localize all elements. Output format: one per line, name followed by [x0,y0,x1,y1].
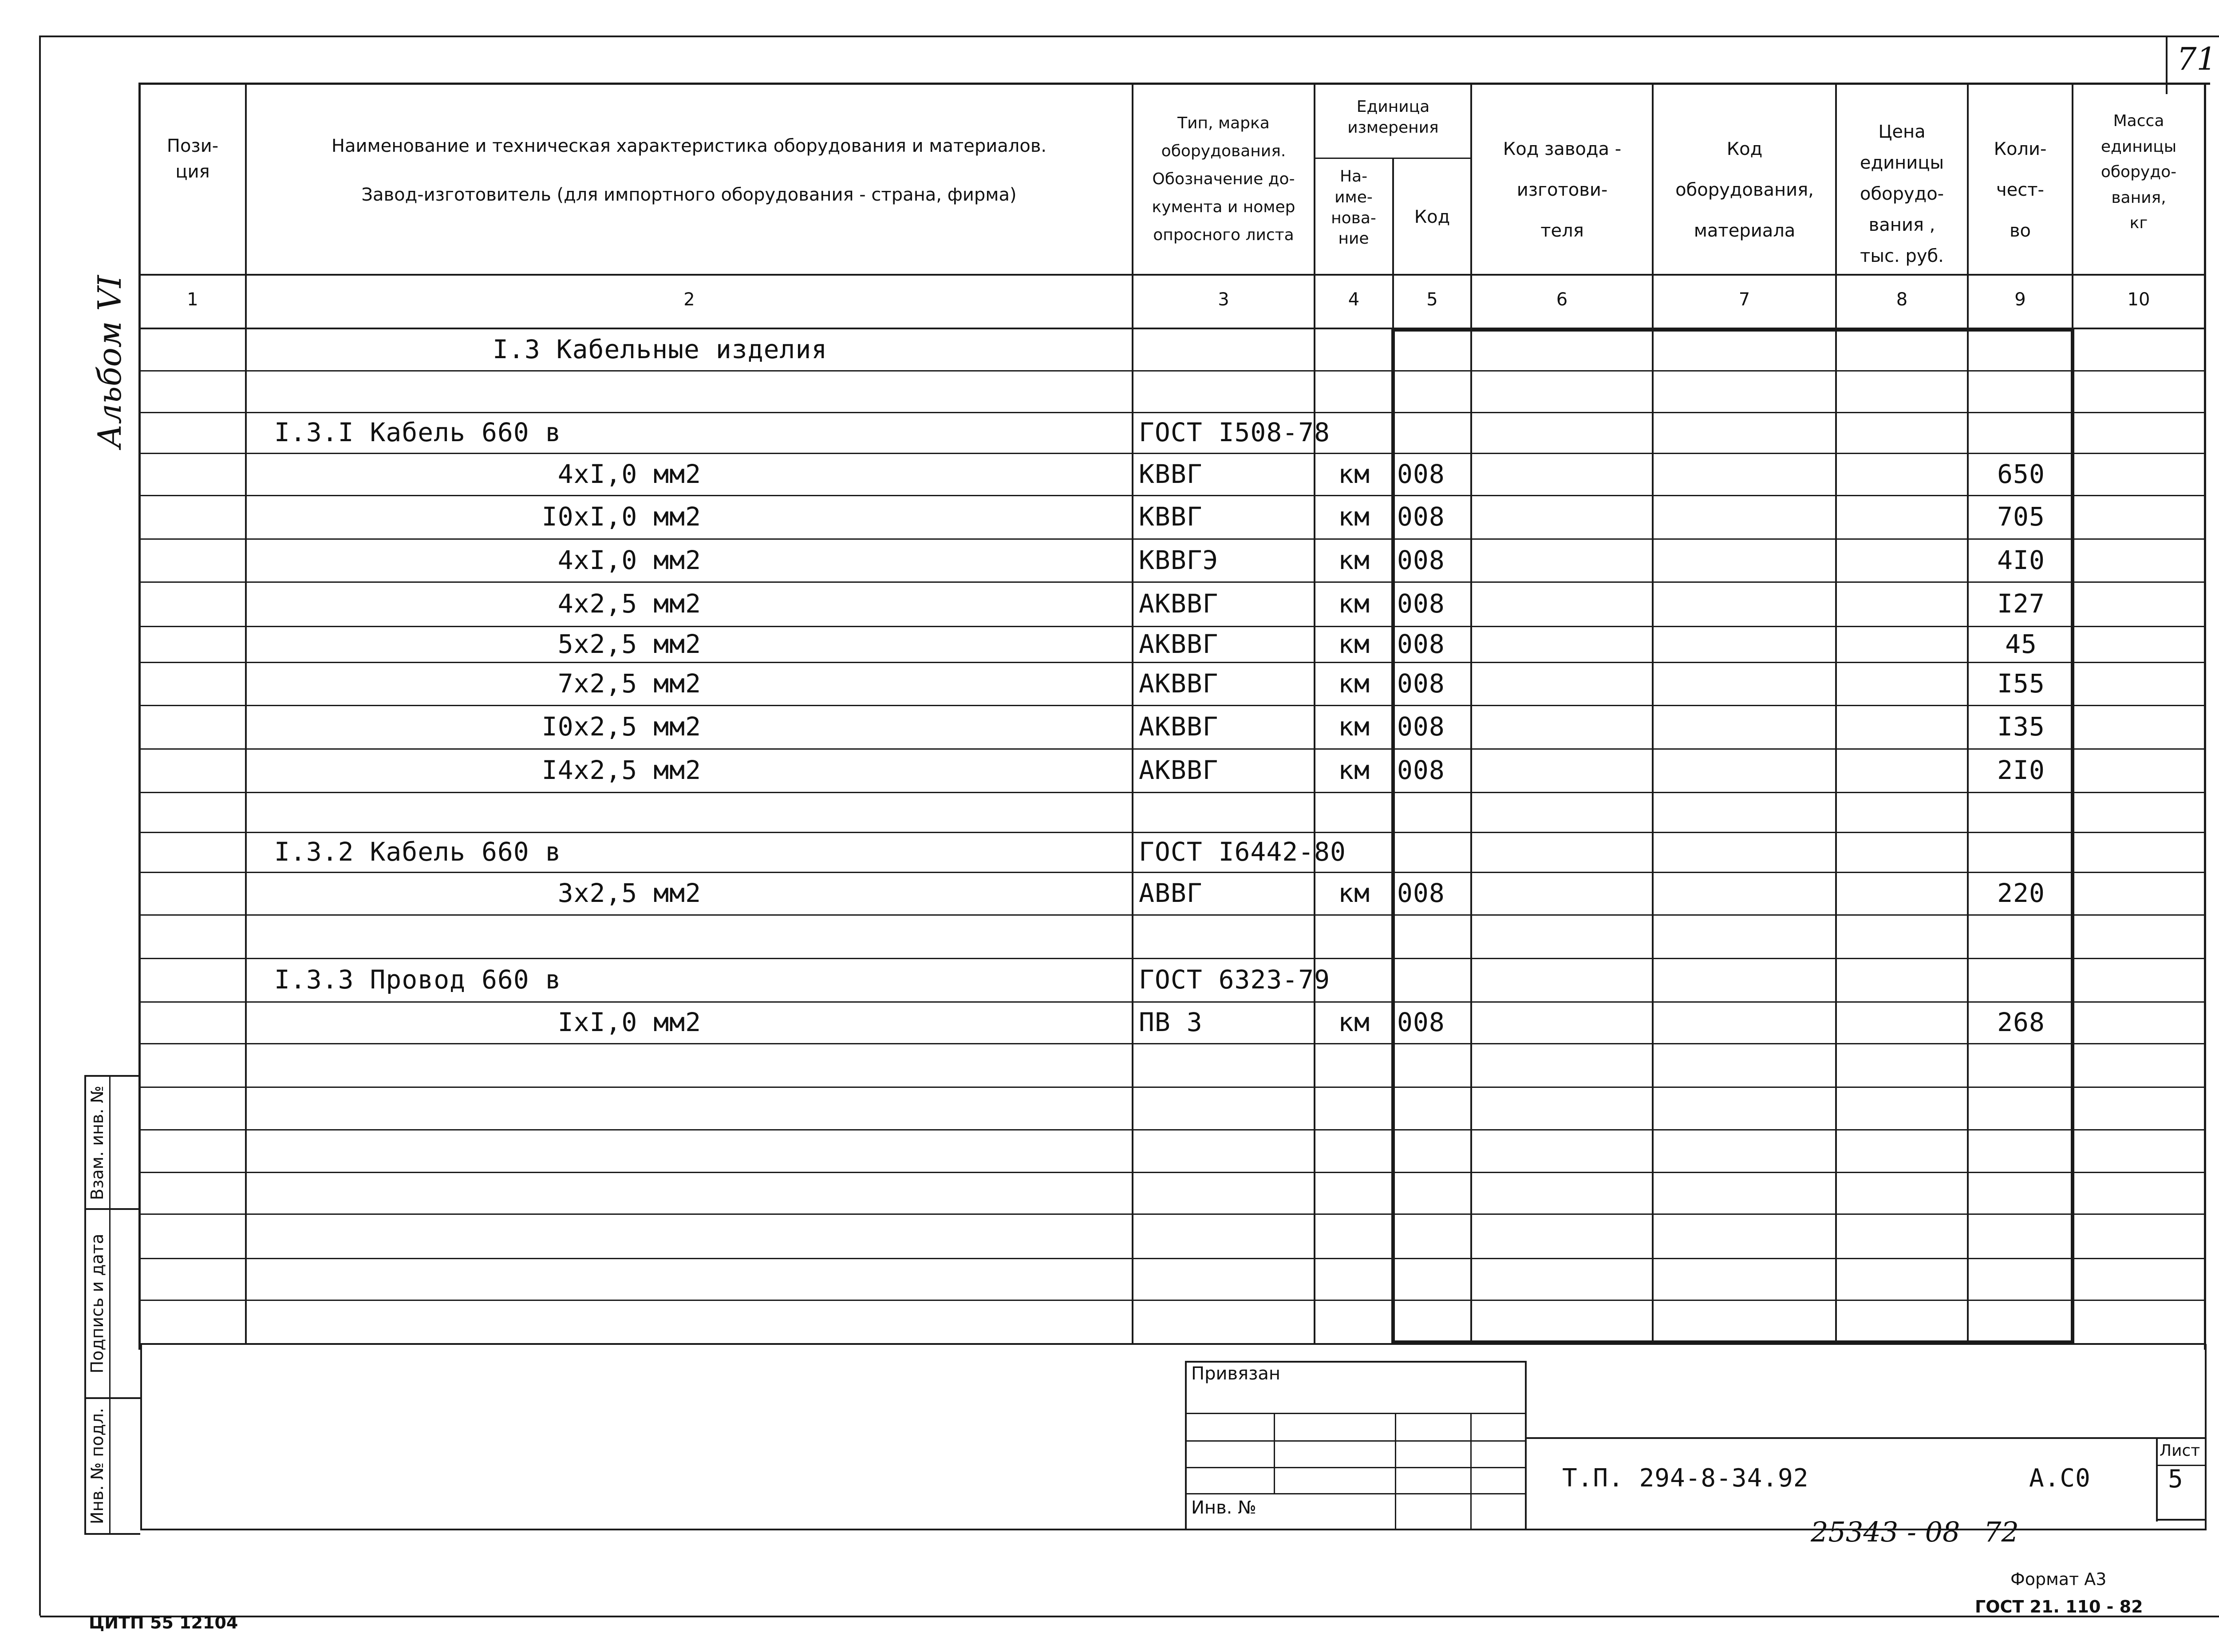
item-type: ГОСТ I6442-80 [1139,837,1346,867]
album-label: Альбом VI [91,275,128,448]
table-row [140,1087,2206,1130]
item-unit-code: 008 [1397,668,1445,699]
privyazan-box-left [1185,1361,1187,1529]
colnum-9: 9 [2014,289,2026,310]
outer-frame-bottom [40,1616,2219,1617]
header-name-line2: Завод-изготовитель (для импортного оборудования - страна, фирма) [361,185,1017,205]
item-name: 4xI,0 мм2 [557,545,701,575]
table-row [140,1044,2206,1087]
item-unit: км [1338,1007,1370,1037]
lower-frame-left [140,1344,142,1529]
side-stamp-bottom [84,1533,140,1535]
item-name: IxI,0 мм2 [557,1007,701,1037]
item-type: ГОСТ I508-78 [1139,417,1331,447]
item-name: 3x2,5 мм2 [557,878,701,908]
item-quantity: I55 [1997,668,2045,699]
table-row [140,1214,2206,1259]
item-unit-code: 008 [1397,458,1445,489]
item-quantity: 220 [1997,878,2045,908]
citp-label: ЦИТП 55 12104 [89,1613,238,1632]
privyazan-row3 [1185,1467,1527,1468]
header-position: Пози- ция [166,136,219,182]
item-unit: км [1338,458,1370,489]
table-row [140,1300,2206,1343]
header-bottom [140,274,2206,276]
item-type: АКВВГ [1139,589,1219,619]
item-unit-code: 008 [1397,755,1445,785]
item-unit: км [1338,755,1370,785]
item-name: 4x2,5 мм2 [557,589,701,619]
colnum-7: 7 [1738,289,1750,310]
table-row [140,1173,2206,1214]
header-quantity: Коли- чест- во [1994,139,2047,241]
handwritten-page: 72 [1984,1516,2019,1548]
item-name: I0xI,0 мм2 [541,502,701,532]
item-unit: км [1338,589,1370,619]
sheet-code: А.С0 [2029,1464,2091,1493]
inv-no-label: Инв. № [1191,1498,1256,1518]
table-top [138,83,2210,85]
privyazan-col3 [1470,1413,1472,1529]
format-label: Формат А3 [2010,1569,2107,1589]
item-type: КВВГЭ [1139,545,1219,575]
item-unit: км [1338,878,1370,908]
table-row [140,371,2206,413]
item-name: I.3.3 Провод 660 в [274,964,561,995]
item-type: КВВГ [1139,458,1203,489]
list-label: Лист [2160,1442,2200,1460]
table-row [140,1259,2206,1300]
item-unit: км [1338,502,1370,532]
header-name-line1: Наименование и техническая характеристика оборудования и материалов. [331,136,1047,156]
item-unit: км [1338,545,1370,575]
item-type: АКВВГ [1139,755,1219,785]
table-row [140,915,2206,959]
privyazan-row2 [1185,1440,1527,1442]
table-row [140,329,2206,371]
item-unit-code: 008 [1397,878,1445,908]
item-unit: км [1338,711,1370,742]
item-quantity: 268 [1997,1007,2045,1037]
side-stamp-inv: Инв. № подл. [87,1407,107,1525]
side-stamp-podpis: Подпись и дата [87,1233,107,1374]
item-quantity: I35 [1997,711,2045,742]
item-type: АКВВГ [1139,628,1219,659]
privyazan-box-top [1185,1361,1527,1363]
item-quantity: 2I0 [1997,755,2045,785]
item-name: 5x2,5 мм2 [557,628,701,659]
sheet-number-handwritten: 71 [2177,41,2217,77]
item-name: I.3 Кабельные изделия [493,334,828,364]
privyazan-label: Привязан [1191,1363,1281,1384]
table-row [140,793,2206,833]
header-type: Тип, марка оборудования. Обозначение до- кумента и номер опросного листа [1152,114,1295,244]
item-name: 4xI,0 мм2 [557,458,701,489]
item-unit-code: 008 [1397,1007,1445,1037]
colnum-2: 2 [683,289,695,310]
side-stamp-left [84,1075,86,1534]
sheet-box-left [2166,36,2168,94]
header-equipment-code: Код оборудования, материала [1675,139,1814,241]
header-mass: Масса единицы оборудо- вания, кг [2101,112,2177,233]
side-stamp-div2 [84,1397,140,1399]
privyazan-col1 [1274,1413,1275,1493]
list-number: 5 [2168,1465,2183,1494]
item-unit-code: 008 [1397,502,1445,532]
outer-frame-left [39,36,41,1616]
colnum-6: 6 [1556,289,1568,310]
handwritten-number: 25343 - 08 [1811,1516,1960,1548]
item-quantity: 650 [1997,458,2045,489]
item-name: 7x2,5 мм2 [557,668,701,699]
item-quantity: I27 [1997,589,2045,619]
item-unit-code: 008 [1397,545,1445,575]
colnum-10: 10 [2127,289,2150,310]
item-quantity: 705 [1997,502,2045,532]
side-stamp-vzam: Взам. инв. № [87,1086,107,1201]
gost-label: ГОСТ 21. 110 - 82 [1975,1597,2143,1616]
privyazan-row4 [1185,1493,1527,1494]
document-designation: Т.П. 294-8-34.92 [1562,1464,1809,1493]
item-quantity: 4I0 [1997,545,2045,575]
item-unit-code: 008 [1397,589,1445,619]
header-unit-group: Единица измерения [1347,98,1439,137]
item-unit-code: 008 [1397,711,1445,742]
privyazan-box-right [1525,1361,1527,1529]
header-unit-code: Код [1414,207,1450,227]
list-box-left [2156,1437,2158,1522]
header-unit-name: На- име- нова- ние [1331,167,1376,248]
outer-frame-top [40,36,2219,37]
item-name: I.3.2 Кабель 660 в [274,837,561,867]
list-box-bottom [2156,1519,2206,1521]
item-unit: км [1338,628,1370,659]
item-unit: км [1338,668,1370,699]
colnum-5: 5 [1426,289,1438,310]
item-type: КВВГ [1139,502,1203,532]
item-type: ГОСТ 6323-79 [1139,964,1331,995]
item-type: ПВ 3 [1139,1007,1203,1037]
item-name: I.3.I Кабель 660 в [274,417,561,447]
colnum-8: 8 [1896,289,1908,310]
item-name: I0x2,5 мм2 [541,711,701,742]
colnum-1: 1 [187,289,198,310]
item-unit-code: 008 [1397,628,1445,659]
colnum-4: 4 [1348,289,1360,310]
side-stamp-inner [109,1075,111,1534]
header-factory-code: Код завода - изготови- теля [1503,139,1622,241]
item-type: АВВГ [1139,878,1203,908]
table-row [140,1130,2206,1173]
designation-box-top [1527,1437,2206,1439]
item-type: АКВВГ [1139,711,1219,742]
item-type: АКВВГ [1139,668,1219,699]
item-name: I4x2,5 мм2 [541,755,701,785]
item-quantity: 45 [2005,628,2037,659]
header-price: Цена единицы оборудо- вания , тыс. руб. [1860,122,1944,266]
privyazan-row1 [1185,1413,1527,1414]
privyazan-col2 [1395,1413,1396,1529]
colnum-3: 3 [1218,289,1229,310]
